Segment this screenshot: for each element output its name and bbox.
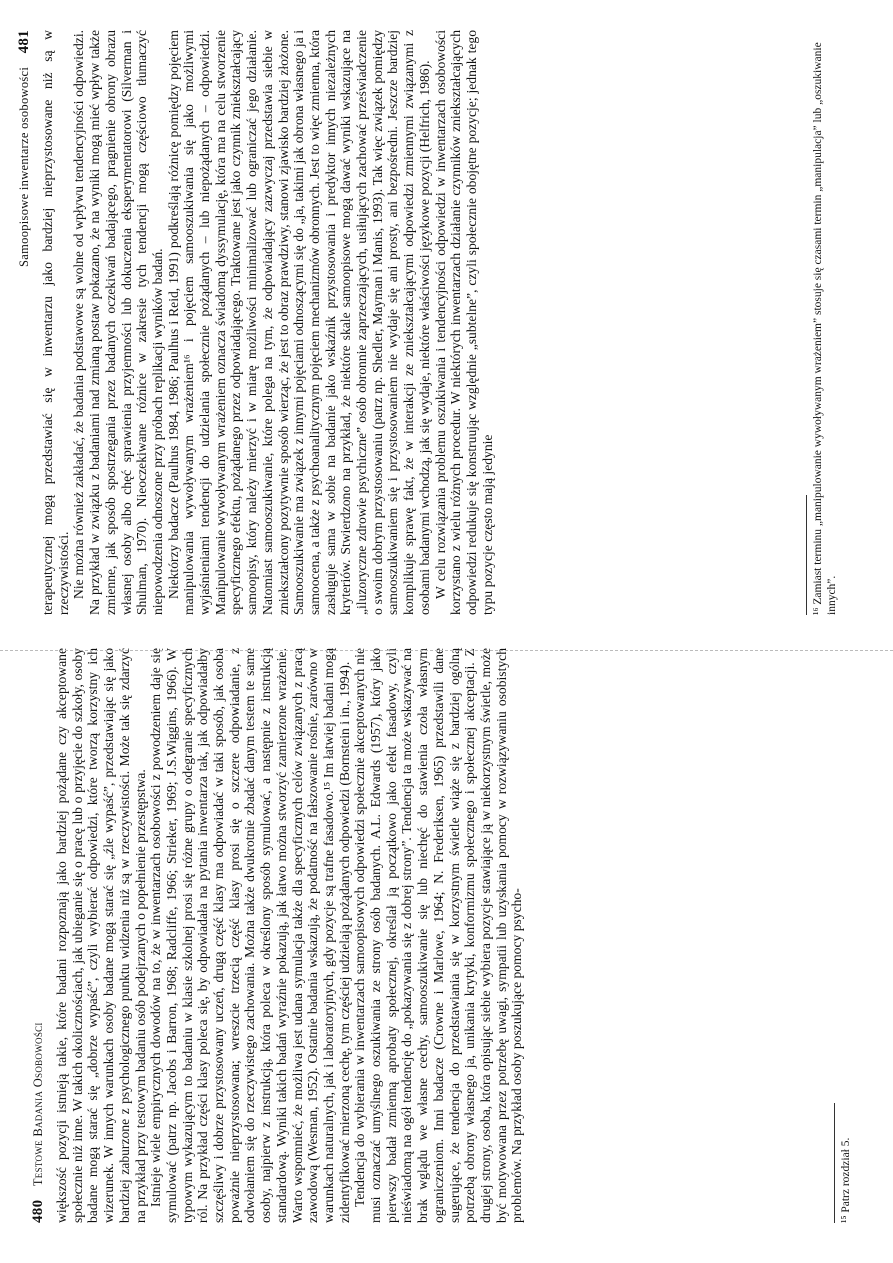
page-number: 481 [16,30,32,54]
footnote-text: ¹⁵ Patrz rozdział 5. [840,1137,852,1223]
page-body [40,30,495,615]
page-number: 480 [30,1199,46,1223]
left-page [0,648,893,1223]
page-header [16,30,40,615]
paragraph: W celu rozwiązania problemu oszukiwania i tendencyjności odpowiedzi w inwentarzach osobowości korzystano z wielu różnych procedur. W niektórych inwentarzach działanie czynników zniekształcających odpowiedzi redukuje się konstruując względnie „subtelne”, czyli społecznie obojętne pozycje; jednak tego typu pozycje często mają jedynie [432,30,495,615]
footnote-rule [806,495,807,615]
footnote-text: ¹⁶ Zamiast terminu „manipulowanie wywoływanym wrażeniem” stosuje się czasami termin „manipulacja” lub „oszukiwanie innych”. [812,42,838,615]
page-gutter [0,614,893,651]
right-page [0,30,893,615]
page-body [54,648,525,1223]
paragraph: Nie można również zakładać, że badania podstawowe są wolne od wpływu tendencyjności odpowiedzi. Na przykład w związku z badaniami nad zmianą postaw pokazano, że na wyniki mogą mieć wpływ także zmienne, jak sposób spostrzegania przez badanych oczekiwań badającego, pragnienie obrony obrazu własnej osoby albo chęć sprawienia przyjemności lub dokuczenia eksperymentatorowi (Silverman i Shulman, 1970). Nieoczekiwane różnice w zakresie tych tendencji mogą częściowo tłumaczyć niepowodzenia odnoszone przy próbach replikacji wyników badań. [71,30,165,615]
running-head: Testowe Badania Osobowości [31,1022,45,1187]
paragraph: terapeutycznej mogą przedstawiać się w inwentarzu jako bardziej nieprzystosowane niż są w rzeczywistości. [40,30,71,615]
running-head: Samoopisowe inwentarze osobowości [17,66,31,267]
paragraph: Istnieje wiele empirycznych dowodów na to, że w inwentarzach osobowości z powodzeniem daje się symulować (patrz np. Jacobs i Barron, 1968; Radcliffe, 1966; Strieker, 1969; J.S.Wiggins, 1966). W typowym wykazującym to badaniu w klasie szkolnej prosi się różne grupy o odegranie specyficznych ról. Na przykład części klasy poleca się, by odpowiadała na pytania inwentarza tak, jak odpowiadałby szczęśliwy i dobrze przystosowany uczeń, drugą część klasy ma odpowiadać w taki sposób, jak osoba poważnie nieprzystosowana; wreszcie trzecią część klasy prosi się o szczere odpowiadanie, z odwołaniem się do rzeczywistego zachowania. Można także dwukrotnie zbadać danym testem te same osoby, najpierw z instrukcją, która poleca w określony sposób symulować, a następnie z instrukcją standardową. Wyniki takich badań wyraźnie pokazują, jak łatwo można stworzyć zamierzone wrażenie. Warto wspomnieć, że możliwa jest udana symulacja także dla specyficznych celów związanych z pracą zawodową (Wesman, 1952). Ostatnie badania wskazują, że podatność na fałszowanie rośnie, zarówno w warunkach naturalnych, jak i laboratoryjnych, gdy pozycje są trafne fasadowo.¹⁵ Im łatwiej badani mogą zidentyfikować mierzoną cechę, tym częściej udzielają pożądanych odpowiedzi (Bornstein i in., 1994). [148,648,352,1223]
paragraph: większość pozycji istnieją takie, które badani rozpoznają jako bardziej pożądane czy akceptowane społecznie niż inne. W takich okolicznościach, jak ubieganie się o pracę lub o przyjęcie do szkoły, osoby badane mogą starać się „dobrze wypaść”, czyli wybierać odpowiedzi, które tworzą korzystny ich wizerunek. W innych warunkach osoby badane mogą starać się „źle wypaść”, przedstawiając się jako bardziej zaburzone z psychologicznego punktu widzenia niż są w rzeczywistości. Może tak się zdarzyć na przykład przy testowym badaniu osób podejrzanych o popełnienie przestępstwa. [54,648,148,1223]
footnote [834,648,853,1223]
page-header [30,648,54,1223]
footnote [806,30,839,615]
footnote-rule [834,1103,835,1223]
paragraph: Tendencja do wybierania w inwentarzach samoopisowych odpowiedzi społecznie akceptowanych nie musi oznaczać umyślnego oszukiwania ze strony osób badanych. A.L. Edwards (1957), który jako pierwszy badał zmienną aprobaty społecznej, określał ją początkowo jako efekt fasadowy, czyli nieświadomą na ogół tendencję do „pokazywania się z dobrej strony”. Tendencja ta może wskazywać na brak wglądu we własne cechy, samooszukiwanie się lub niechęć do stawienia czoła własnym ograniczeniom. Inni badacze (Crowne i Marlowe, 1964; N. Frederiksen, 1965) przedstawili dane sugerujące, że tendencja do przedstawiania się w korzystnym świetle wiąże się z bardziej ogólną potrzebą obrony własnego ja, unikania krytyki, konformizmu społecznego i społecznej akceptacji. Z drugiej strony, osoba, która opisując siebie wybiera pozycje stawiające ją w niekorzystnym świetle, może być motywowana przez potrzebę uwagi, sympatii lub uzyskania pomocy w rozwiązywaniu osobistych problemów. Na przykład osoby poszukujące pomocy psycho- [352,648,525,1223]
paragraph: Niektórzy badacze (Paulhus 1984, 1986; Paulhus i Reid, 1991) podkreślają różnicę pomiędzy pojęciem manipulowania wywoływanym wrażeniem¹⁶ i pojęciem samooszukiwania się jako możliwymi wyjaśnieniami tendencji do udzielania społecznie pożądanych – lub niepożądanych – odpowiedzi. Manipulowanie wywoływanym wrażeniem oznacza świadomą dyssymulację, która ma na celu stworzenie specyficznego efektu, pożądanego przez odpowiadającego. Traktowane jest jako czynnik zniekształcający samoopisy, który należy mierzyć i w miarę możliwości minimalizować lub ograniczać jego działanie. Natomiast samooszukiwanie, które polega na tym, że odpowiadający zazwyczaj przedstawia siebie w zniekształcony pozytywnie sposób wierząc, że jest to obraz prawdziwy, stanowi zjawisko bardziej złożone. Samooszukiwanie ma związek z innymi pojęciami odnoszącymi się do „ja, takimi jak obrona własnego ja i samoocena, a także z psychoanalitycznym pojęciem mechanizmów obronnych. Jest to więc zmienna, która zasługuje sama w sobie na badanie jako wskaźnik przystosowania i predyktor innych niezależnych kryteriów. Stwierdzono na przykład, że niektóre skale samoopisowe mogą dawać wyniki wskazujące na „iluzoryczne zdrowie psychiczne” osób obronnie zaprzeczających, usiłujących zachować przeświadczenie o swoim dobrym przystosowaniu (patrz np. Shedler, Mayman i Manis, 1993). Tak więc związek pomiędzy samooszukiwaniem się i przystosowaniem nie wydaje się ani prosty, ani bezpośredni. Jeszcze bardziej komplikuje sprawę fakt, że w interakcji ze zniekształcającymi odpowiedzi zmiennymi związanymi z osobami badanymi wchodzą, jak się wydaje, niektóre właściwości językowe pozycji (Helfrich, 1986). [165,30,432,615]
